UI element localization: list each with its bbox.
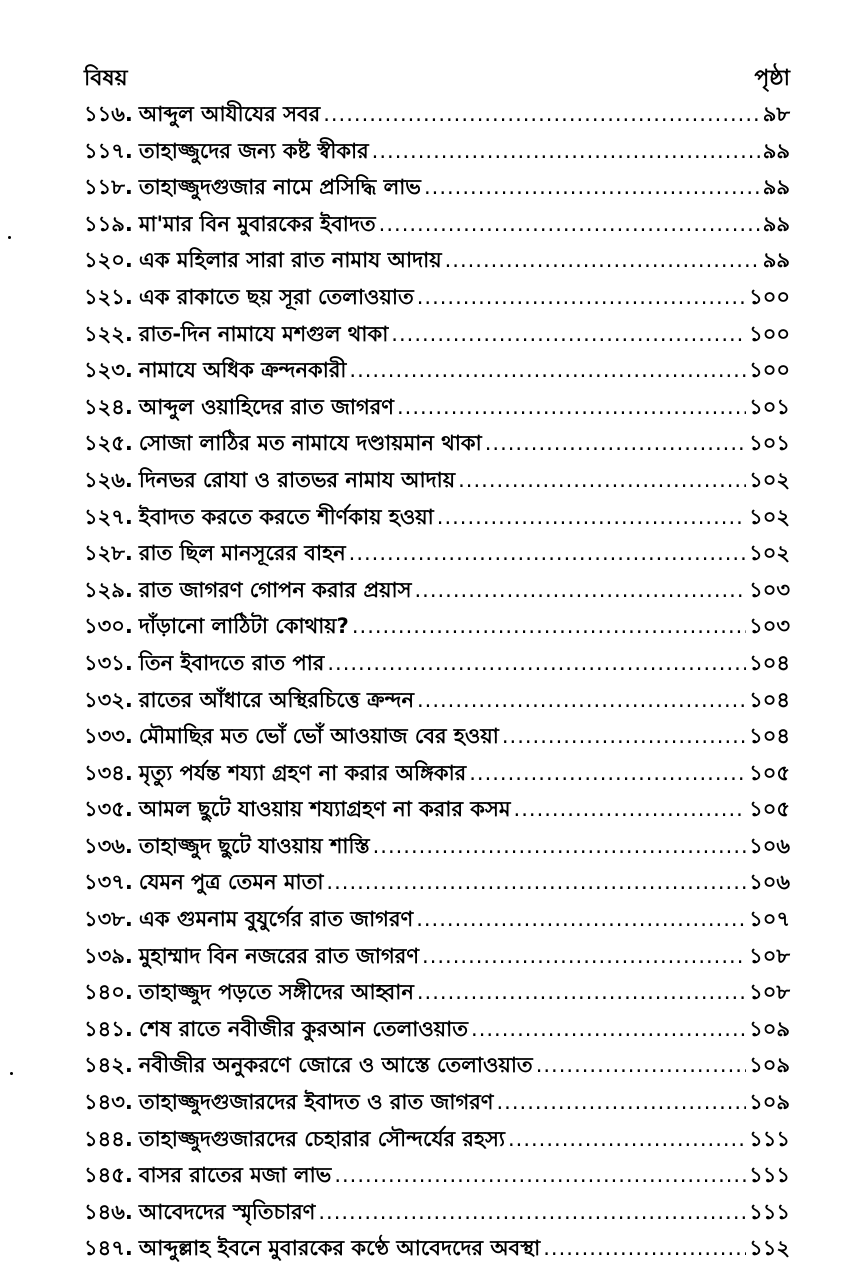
entry-page: ১০৫ bbox=[749, 760, 790, 785]
entry-number: ১৪২. bbox=[84, 1053, 133, 1078]
entry-title: রাত জাগরণ গোপন করার প্রয়াস bbox=[138, 577, 412, 602]
toc-entry bbox=[84, 1123, 790, 1160]
toc-entry bbox=[84, 940, 790, 977]
stray-mark bbox=[10, 1072, 13, 1075]
toc-entry bbox=[84, 354, 790, 391]
entry-number: ১৪৬. bbox=[84, 1199, 133, 1224]
dot-leader bbox=[437, 505, 746, 529]
toc-entry bbox=[84, 318, 790, 355]
entry-title: রাতের আঁধারে অস্থিরচিত্তে ক্রন্দন bbox=[138, 687, 414, 712]
dot-leader bbox=[397, 395, 746, 419]
entry-number: ১১৯. bbox=[84, 211, 133, 236]
entry-title: এক রাকাতে ছয় সূরা তেলাওয়াত bbox=[138, 284, 414, 309]
entry-number: ১১৮. bbox=[84, 175, 133, 200]
toc-entry bbox=[84, 1049, 790, 1086]
entry-page: ১০১ bbox=[749, 394, 790, 419]
entry-title: তাহাজ্জুদ ছুটে যাওয়ায় শাস্তি bbox=[138, 833, 370, 858]
entry-page: ১০০ bbox=[749, 284, 790, 309]
entry-title: শেষ রাতে নবীজীর কুরআন তেলাওয়াত bbox=[138, 1016, 469, 1041]
entry-page: ৯৯ bbox=[762, 175, 790, 200]
entry-page: ১০৯ bbox=[749, 1053, 790, 1078]
entry-number: ১৩৩. bbox=[84, 724, 133, 749]
toc-entry bbox=[84, 208, 790, 245]
entry-title: তাহাজ্জুদগুজার নামে প্রসিদ্ধি লাভ bbox=[138, 175, 421, 200]
entry-page: ১০১ bbox=[749, 431, 790, 456]
toc-entry bbox=[84, 501, 790, 538]
dot-leader bbox=[373, 834, 746, 858]
entry-title: মুহাম্মাদ বিন নজরের রাত জাগরণ bbox=[138, 943, 420, 968]
dot-leader bbox=[424, 175, 760, 199]
entry-title: আব্দুল আযীযের সবর bbox=[138, 102, 321, 126]
entry-title: তিন ইবাদতে রাত পার bbox=[138, 650, 325, 675]
dot-leader bbox=[327, 651, 746, 675]
entry-number: ১১৬. bbox=[84, 102, 133, 126]
toc-entry bbox=[84, 244, 790, 281]
entry-title: এক মহিলার সারা রাত নামায আদায় bbox=[138, 248, 442, 273]
dot-leader bbox=[349, 541, 746, 565]
entry-page: ১০৯ bbox=[749, 1090, 790, 1115]
entry-title: রাত ছিল মানসূরের বাহন bbox=[138, 541, 346, 566]
dot-leader bbox=[323, 102, 760, 126]
dot-leader bbox=[543, 1236, 746, 1260]
entry-number: ১২৮. bbox=[84, 541, 133, 566]
toc-entry bbox=[84, 684, 790, 721]
entry-number: ১৪১. bbox=[84, 1016, 133, 1041]
entry-title: দিনভর রোযা ও রাতভর নামায আদায় bbox=[138, 467, 456, 492]
dot-leader bbox=[414, 578, 746, 602]
entry-number: ১৩৬. bbox=[84, 833, 133, 858]
entry-number: ১৩৯. bbox=[84, 943, 133, 968]
entry-number: ১৩৫. bbox=[84, 797, 133, 822]
toc-entry bbox=[84, 537, 790, 574]
entry-title: নবীজীর অনুকরণে জোরে ও আস্তে তেলাওয়াত bbox=[138, 1053, 533, 1078]
dot-leader bbox=[471, 1017, 746, 1041]
toc-entry bbox=[84, 98, 790, 135]
dot-leader bbox=[379, 212, 760, 236]
dot-leader bbox=[417, 688, 746, 712]
toc-entry bbox=[84, 976, 790, 1013]
entry-title: দাঁড়ানো লাঠিটা কোথায়? bbox=[138, 614, 349, 639]
entry-page: ১০৪ bbox=[749, 650, 790, 675]
entry-page: ৯৯ bbox=[762, 248, 790, 273]
entry-title: যেমন পুত্র তেমন মাতা bbox=[138, 870, 324, 895]
dot-leader bbox=[349, 358, 746, 382]
toc-entry bbox=[84, 793, 790, 830]
entry-page: ১০৪ bbox=[749, 724, 790, 749]
toc-entry bbox=[84, 1086, 790, 1123]
subject-heading: বিষয় bbox=[84, 66, 128, 91]
entry-title: আব্দুল্লাহ ইবনে মুবারকের কণ্ঠে আবেদদের অবস্থা bbox=[138, 1236, 541, 1261]
entry-title: মা'মার বিন মুবারকের ইবাদত bbox=[138, 211, 376, 236]
toc-entry bbox=[84, 757, 790, 794]
toc-entry bbox=[84, 720, 790, 757]
entry-title: এক গুমনাম বুযুর্গের রাত জাগরণ bbox=[138, 907, 414, 932]
toc-entry bbox=[84, 135, 790, 172]
table-of-contents bbox=[84, 62, 790, 1269]
dot-leader bbox=[536, 1053, 746, 1077]
toc-entry bbox=[84, 464, 790, 501]
entry-page: ১০৫ bbox=[749, 797, 790, 822]
entry-title: রাত-দিন নামাযে মশগুল থাকা bbox=[138, 321, 389, 346]
entry-page: ১০৬ bbox=[749, 833, 790, 858]
entry-number: ১২৭. bbox=[84, 504, 133, 529]
entry-title: তাহাজ্জুদগুজারদের ইবাদত ও রাত জাগরণ bbox=[138, 1090, 494, 1115]
entry-page: ১০০ bbox=[749, 321, 790, 346]
toc-entry bbox=[84, 171, 790, 208]
dot-leader bbox=[458, 468, 746, 492]
dot-leader bbox=[469, 761, 746, 785]
toc-entry bbox=[84, 610, 790, 647]
entry-number: ১৩০. bbox=[84, 614, 133, 639]
entry-page: ১০৭ bbox=[749, 907, 790, 932]
entry-number: ১২৬. bbox=[84, 467, 133, 492]
entry-page: ১০৬ bbox=[749, 870, 790, 895]
toc-entry bbox=[84, 1196, 790, 1233]
entry-number: ১২০. bbox=[84, 248, 133, 273]
entry-number: ১৩১. bbox=[84, 650, 133, 675]
stray-mark bbox=[8, 236, 11, 239]
dot-leader bbox=[372, 139, 760, 163]
entry-number: ১৪৭. bbox=[84, 1236, 133, 1261]
dot-leader bbox=[417, 980, 746, 1004]
entry-number: ১৪৪. bbox=[84, 1126, 133, 1151]
dot-leader bbox=[352, 614, 746, 638]
entry-title: ইবাদত করতে করতে শীর্ণকায় হওয়া bbox=[138, 504, 434, 529]
page-heading: পৃষ্ঠা bbox=[754, 66, 790, 91]
dot-leader bbox=[334, 1163, 746, 1187]
entry-page: ৯৯ bbox=[762, 211, 790, 236]
dot-leader bbox=[416, 907, 746, 931]
entry-title: আমল ছুটে যাওয়ায় শয্যাগ্রহণ না করার কসম bbox=[138, 797, 511, 822]
dot-leader bbox=[508, 1127, 746, 1151]
dot-leader bbox=[497, 1090, 747, 1114]
entry-number: ১৪০. bbox=[84, 980, 133, 1005]
entry-title: আব্দুল ওয়াহিদের রাত জাগরণ bbox=[138, 394, 394, 419]
entry-page: ১০২ bbox=[749, 541, 790, 566]
entry-page: ১০৮ bbox=[749, 943, 790, 968]
entry-title: সোজা লাঠির মত নামাযে দণ্ডায়মান থাকা bbox=[138, 431, 482, 456]
entry-title: তাহাজ্জুদ পড়তে সঙ্গীদের আহ্বান bbox=[138, 980, 414, 1005]
entry-page: ১১২ bbox=[749, 1236, 790, 1261]
toc-entries bbox=[84, 98, 790, 1269]
toc-entry bbox=[84, 830, 790, 867]
dot-leader bbox=[514, 797, 747, 821]
dot-leader bbox=[391, 322, 746, 346]
dot-leader bbox=[417, 285, 746, 309]
toc-entry bbox=[84, 1013, 790, 1050]
entry-page: ১১১ bbox=[749, 1163, 790, 1188]
entry-title: তাহাজ্জুদের জন্য কষ্ট স্বীকার bbox=[138, 138, 369, 163]
entry-title: বাসর রাতের মজা লাভ bbox=[138, 1163, 332, 1188]
entry-page: ১০২ bbox=[749, 504, 790, 529]
dot-leader bbox=[485, 431, 746, 455]
entry-number: ১২১. bbox=[84, 284, 133, 309]
toc-entry bbox=[84, 574, 790, 611]
entry-title: মৌমাছির মত ভোঁ ভোঁ আওয়াজ বের হওয়া bbox=[138, 724, 499, 749]
entry-number: ১৪৩. bbox=[84, 1090, 133, 1115]
entry-number: ১২২. bbox=[84, 321, 133, 346]
dot-leader bbox=[502, 724, 746, 748]
entry-page: ১০৪ bbox=[749, 687, 790, 712]
entry-title: আবেদদের স্মৃতিচারণ bbox=[138, 1199, 316, 1224]
entry-number: ১৩৪. bbox=[84, 760, 133, 785]
entry-number: ১৩৮. bbox=[84, 907, 133, 932]
entry-title: মৃত্যু পর্যন্ত শয্যা গ্রহণ না করার অঙ্গিকার bbox=[138, 760, 467, 785]
entry-number: ১২৯. bbox=[84, 577, 133, 602]
entry-page: ৯৯ bbox=[762, 138, 790, 163]
dot-leader bbox=[318, 1200, 746, 1224]
entry-number: ১৩২. bbox=[84, 687, 133, 712]
toc-entry bbox=[84, 866, 790, 903]
entry-number: ১১৭. bbox=[84, 138, 133, 163]
entry-number: ১৪৫. bbox=[84, 1163, 133, 1188]
toc-entry bbox=[84, 391, 790, 428]
toc-entry bbox=[84, 1232, 790, 1269]
toc-entry bbox=[84, 1159, 790, 1196]
toc-entry bbox=[84, 903, 790, 940]
toc-entry bbox=[84, 281, 790, 318]
entry-number: ১২৩. bbox=[84, 358, 133, 383]
entry-title: নামাযে অধিক ক্রন্দনকারী bbox=[138, 358, 347, 383]
toc-header bbox=[84, 62, 790, 98]
entry-page: ১০৮ bbox=[749, 980, 790, 1005]
dot-leader bbox=[445, 248, 760, 272]
entry-number: ১২৪. bbox=[84, 394, 133, 419]
entry-number: ১২৫. bbox=[84, 431, 133, 456]
entry-page: ১১১ bbox=[749, 1126, 790, 1151]
dot-leader bbox=[422, 944, 746, 968]
toc-entry bbox=[84, 427, 790, 464]
entry-page: ১০০ bbox=[749, 358, 790, 383]
dot-leader bbox=[326, 870, 746, 894]
entry-page: ৯৮ bbox=[762, 102, 790, 126]
entry-page: ১০৯ bbox=[749, 1016, 790, 1041]
toc-entry bbox=[84, 647, 790, 684]
entry-page: ১০২ bbox=[749, 467, 790, 492]
entry-page: ১০৩ bbox=[749, 614, 790, 639]
entry-page: ১০৩ bbox=[749, 577, 790, 602]
entry-page: ১১১ bbox=[749, 1199, 790, 1224]
entry-number: ১৩৭. bbox=[84, 870, 133, 895]
entry-title: তাহাজ্জুদগুজারদের চেহারার সৌন্দর্যের রহস্য bbox=[138, 1126, 505, 1151]
